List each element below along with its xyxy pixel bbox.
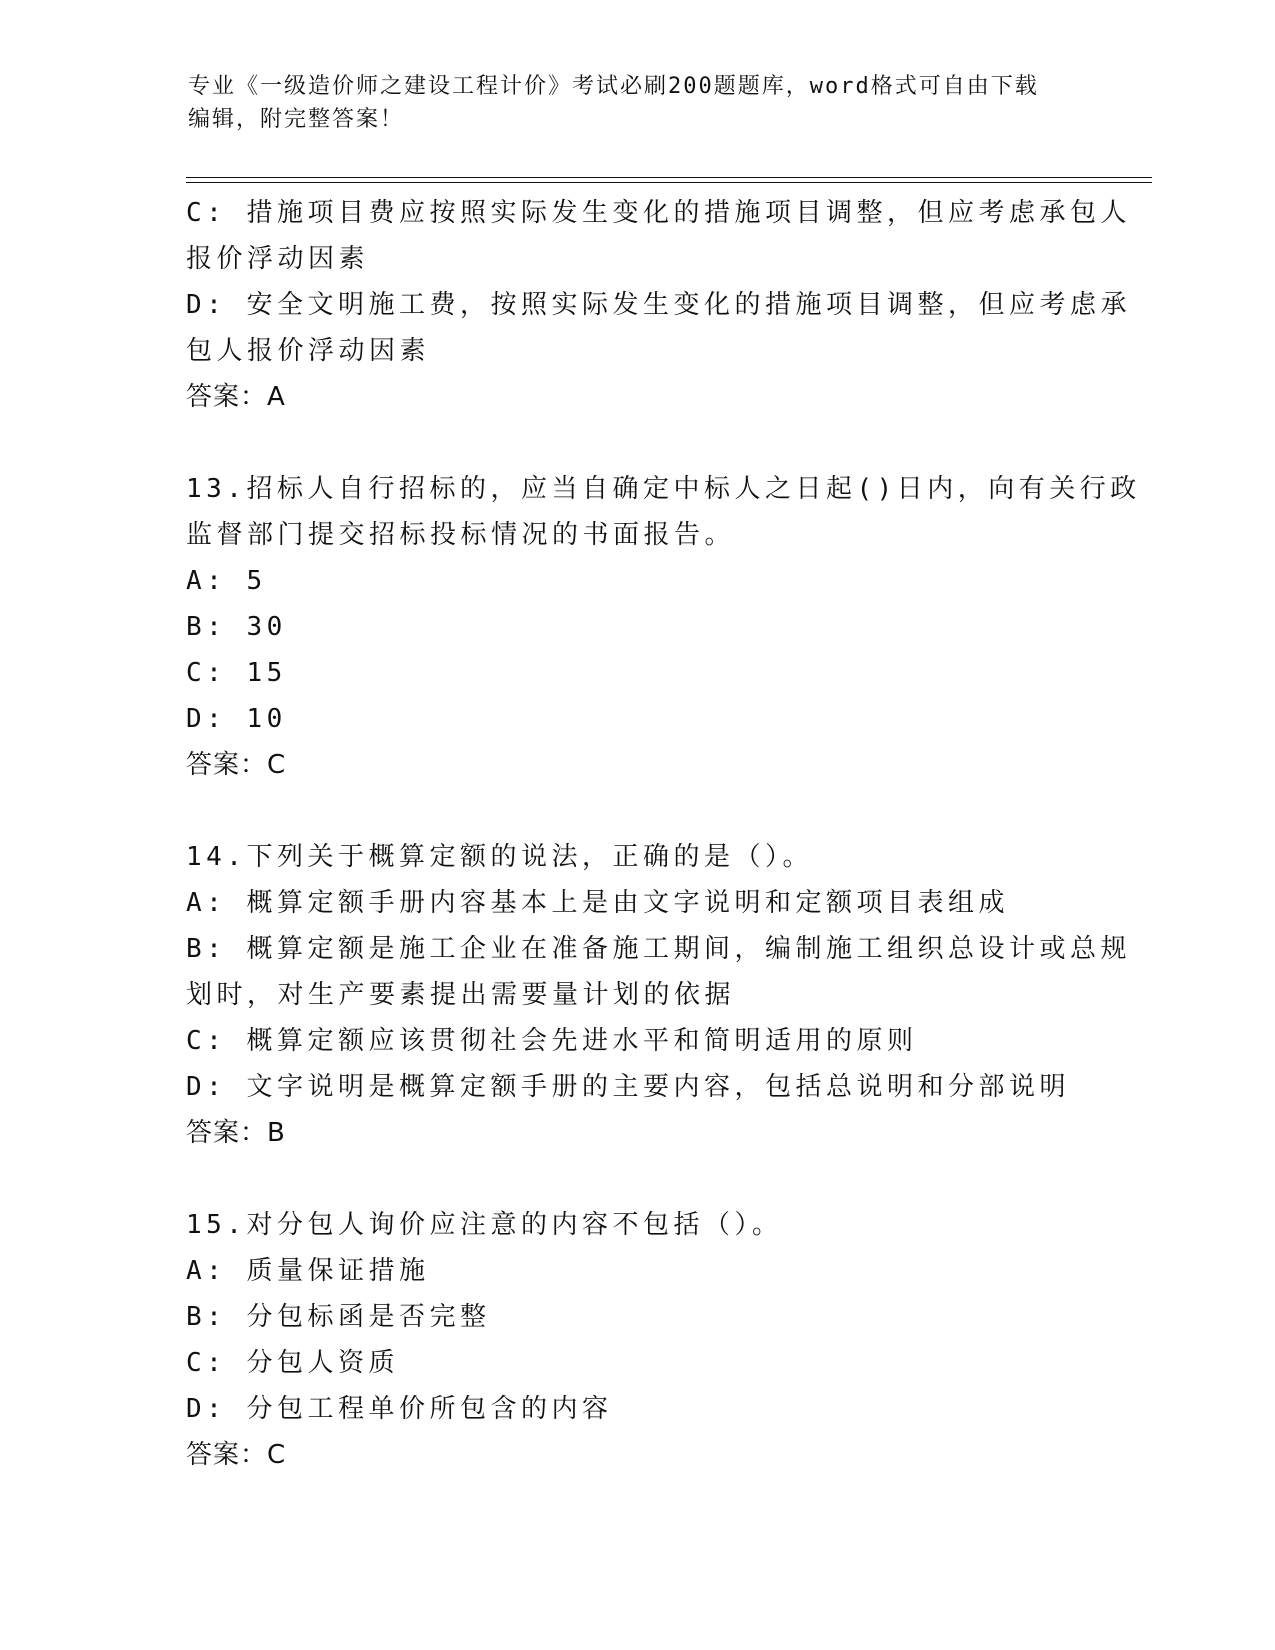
option-b: B: 概算定额是施工企业在准备施工期间，编制施工组织总设计或总规 bbox=[186, 934, 1131, 964]
question-text-continued: 监督部门提交招标投标情况的书面报告。 bbox=[186, 520, 736, 550]
question-14 bbox=[186, 834, 1131, 1156]
question-15 bbox=[186, 1202, 1086, 1478]
option-c: C: 措施项目费应按照实际发生变化的措施项目调整，但应考虑承包人 bbox=[186, 198, 1131, 228]
header-divider-bottom bbox=[186, 182, 1152, 183]
spacer bbox=[186, 1156, 1086, 1202]
option-a: A: 概算定额手册内容基本上是由文字说明和定额项目表组成 bbox=[186, 888, 1009, 918]
option-b-continued: 划时，对生产要素提出需要量计划的依据 bbox=[186, 980, 736, 1010]
option-c: C: 概算定额应该贯彻社会先进水平和简明适用的原则 bbox=[186, 1026, 918, 1056]
question-text: 15.对分包人询价应注意的内容不包括（）。 bbox=[186, 1210, 783, 1240]
option-a: A: 质量保证措施 bbox=[186, 1256, 430, 1286]
option-b: B: 分包标函是否完整 bbox=[186, 1302, 491, 1332]
header-divider-top bbox=[186, 177, 1152, 178]
option-c: C: 15 bbox=[186, 658, 287, 688]
option-a: A: 5 bbox=[186, 566, 267, 596]
question-13 bbox=[186, 466, 1141, 788]
option-d: D: 安全文明施工费，按照实际发生变化的措施项目调整，但应考虑承 bbox=[186, 290, 1131, 320]
option-d: D: 10 bbox=[186, 704, 287, 734]
option-c-continued: 报价浮动因素 bbox=[186, 244, 370, 274]
document-header bbox=[188, 70, 1068, 136]
answer: 答案：B bbox=[186, 1118, 286, 1148]
option-b: B: 30 bbox=[186, 612, 287, 642]
option-c: C: 分包人资质 bbox=[186, 1348, 399, 1378]
spacer bbox=[186, 420, 1086, 466]
spacer bbox=[186, 788, 1086, 834]
option-d: D: 分包工程单价所包含的内容 bbox=[186, 1394, 613, 1424]
question-text: 13.招标人自行招标的，应当自确定中标人之日起()日内，向有关行政 bbox=[186, 474, 1141, 504]
answer: 答案：C bbox=[186, 750, 287, 780]
question-text: 14.下列关于概算定额的说法，正确的是（）。 bbox=[186, 842, 813, 872]
answer: 答案：A bbox=[186, 382, 286, 412]
header-line-2: 编辑，附完整答案！ bbox=[188, 107, 405, 132]
option-d: D: 文字说明是概算定额手册的主要内容，包括总说明和分部说明 bbox=[186, 1072, 1070, 1102]
question-list bbox=[186, 190, 1141, 1478]
header-line-1: 专业《一级造价师之建设工程计价》考试必刷200题题库，word格式可自由下载 bbox=[188, 74, 1039, 99]
question-12 bbox=[186, 190, 1131, 420]
option-d-continued: 包人报价浮动因素 bbox=[186, 336, 431, 366]
answer: 答案：C bbox=[186, 1440, 287, 1470]
